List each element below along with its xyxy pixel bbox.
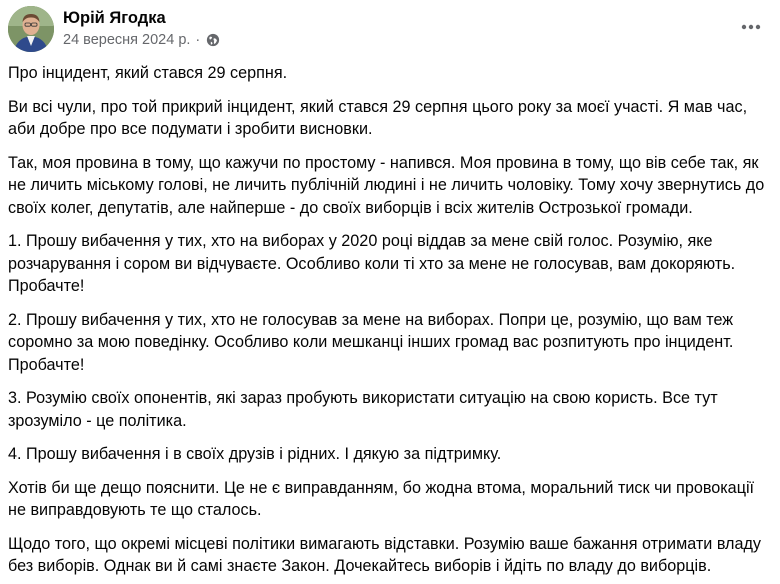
post-paragraph: 4. Прошу вибачення і в своїх друзів і рідних. І дякую за підтримку. <box>8 445 502 463</box>
avatar-photo <box>8 6 54 52</box>
post-paragraph: 1. Прошу вибачення у тих, хто на виборах у 2020 році віддав за мене свій голос. Розумію, яке розчарування і сором ви відчуваєте. Особливо коли ті хто за мене не голосував, вам докоряють. Пробачте! <box>8 232 736 295</box>
post-paragraph: Ви всі чули, про той прикрий інцидент, який стався 29 серпня цього року за моєї участі. Я мав час, аби добре про все подумати і зробити висновки. <box>8 97 748 138</box>
post-body <box>8 62 774 584</box>
post-paragraph: Щодо того, що окремі місцеві політики вимагають відставки. Розумію ваше бажання отримати владу без виборів. Однак ви й самі знаєте Закон. Дочекайтесь виборів і йдіть по владу до виборців. <box>8 534 762 575</box>
globe-icon[interactable] <box>206 33 220 47</box>
post-paragraph: Так, моя провина в тому, що кажучи по простому - напився. Моя провина в тому, що вів себе так, як не личить міському голові, не личить публічній людині і не личить чоловіку. Тому хочу звернутись до своїх колег, депутатів, але найперше - до своїх виборців і всіх жителів Острозької громади. <box>8 153 765 217</box>
avatar[interactable] <box>8 6 54 52</box>
more-options-button[interactable] <box>736 12 766 42</box>
post-paragraph: 2. Прошу вибачення у тих, хто не голосував за мене на виборах. Попри це, розумію, що вам теж соромно за мою поведінку. Особливо коли мешканці інших громад вас розпитують про інцидент. Пробачте! <box>8 310 734 374</box>
post-header <box>0 0 780 60</box>
more-options-icon <box>741 24 761 30</box>
post-date[interactable]: 24 вересня 2024 р. <box>63 32 191 48</box>
meta-separator: · <box>195 32 201 48</box>
post-paragraph: Про інцидент, який стався 29 серпня. <box>8 64 288 82</box>
author-name[interactable]: Юрій Ягодка <box>63 9 166 27</box>
post-paragraph: 3. Розумію своїх опонентів, які зараз пробують використати ситуацію на свою користь. Все тут зрозуміло - це політика. <box>8 389 718 430</box>
post-paragraph: Хотів би ще дещо пояснити. Це не є виправданням, бо жодна втома, моральний тиск чи провокації не виправдовують те що сталось. <box>8 478 755 519</box>
post-meta <box>63 32 220 48</box>
